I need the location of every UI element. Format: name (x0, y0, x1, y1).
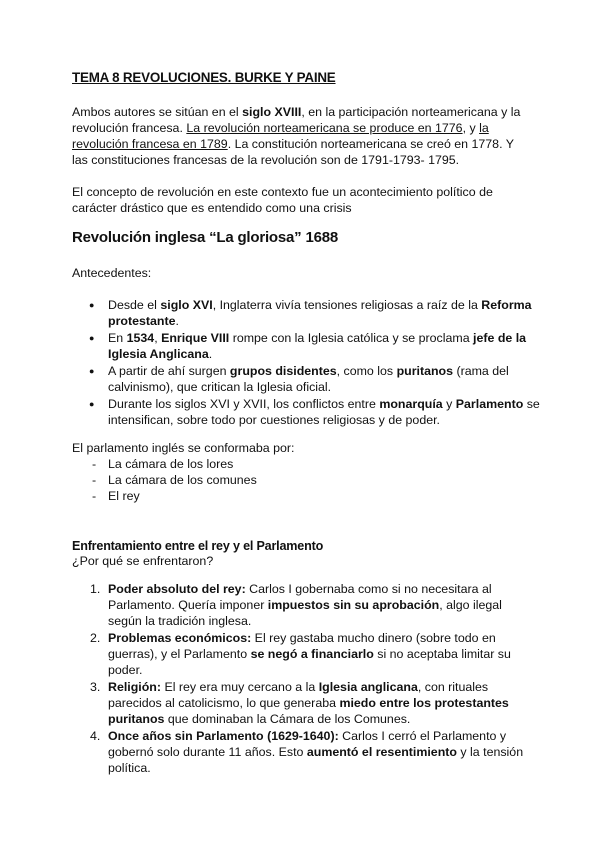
text-run: (rama del calvinismo), que critican la Iglesia oficial. (108, 364, 509, 394)
list-number: 1. (90, 582, 101, 596)
bold-text: Once años sin Parlamento (1629-1640): (108, 729, 339, 743)
text-run: Carlos I cerró el Parlamento y gobernó solo durante 11 años. Esto (108, 729, 507, 759)
bold-text: grupos disidentes (229, 364, 337, 378)
list-item: - La cámara de los lores (72, 456, 532, 472)
text-run: que dominaban la Cámara de los Comunes. (164, 712, 411, 726)
parliament-list (72, 456, 532, 504)
underlined-text: la revolución francesa en 1789 (72, 121, 489, 151)
bold-text: siglo XVI (160, 298, 213, 312)
list-item: - El rey (72, 488, 532, 504)
bold-text: Iglesia anglicana (318, 680, 418, 694)
text-run: , como los (336, 364, 397, 378)
list-item (72, 396, 542, 428)
list-number: 4. (90, 729, 101, 743)
bold-text: siglo XVIII (242, 105, 302, 119)
text-run: , y (462, 121, 480, 135)
bold-text: Reforma protestante (108, 298, 532, 328)
text-run: A partir de ahí surgen (108, 364, 230, 378)
bold-text: impuestos sin su aprobación (267, 598, 440, 612)
text-run: , Inglaterra vivía tensiones religiosas a raíz de la (212, 298, 482, 312)
antecedentes-list (72, 297, 542, 429)
bold-text: jefe de la Iglesia Anglicana (108, 331, 527, 361)
text-run: , en la participación norteamericana y la revolución francesa. (72, 105, 521, 135)
list-item (72, 330, 542, 362)
underlined-text: La revolución norteamericana se produce en 1776 (186, 121, 463, 135)
bold-text: aumentó el resentimiento (306, 745, 457, 759)
text-run: Durante los siglos XVI y XVII, los conflictos entre (108, 397, 380, 411)
bold-text: puritanos (396, 364, 454, 378)
text-run: Desde el (108, 298, 161, 312)
bold-text: Religión: (108, 680, 161, 694)
list-number: 3. (90, 680, 101, 694)
section-heading: Revolución inglesa “La gloriosa” 1688 (72, 229, 339, 246)
bold-text: Problemas económicos: (108, 631, 252, 645)
text-run: si no aceptaba limitar su poder. (108, 647, 511, 677)
bold-text: Poder absoluto del rey: (108, 582, 246, 596)
antecedentes-label: Antecedentes: (72, 266, 152, 280)
text-run: rompe con la Iglesia católica y se proclama (229, 331, 474, 345)
intro-paragraph (72, 104, 532, 168)
list-item (72, 679, 532, 727)
bold-text: Parlamento (455, 397, 524, 411)
text-run: . (208, 347, 213, 361)
revolution-concept-paragraph: El concepto de revolución en este contexto fue un acontecimiento político de carácter drástico que es entendido como una crisis (72, 185, 493, 215)
bold-text: monarquía (379, 397, 443, 411)
text-run: El rey gastaba mucho dinero (sobre todo en guerras), y el Parlamento (108, 631, 496, 661)
list-item (72, 363, 542, 395)
bold-text: 1534 (126, 331, 155, 345)
list-item: - La cámara de los comunes (72, 472, 532, 488)
text-run: Ambos autores se sitúan en el (72, 105, 243, 119)
text-run: El rey era muy cercano a la (161, 680, 319, 694)
subsection-heading: Enfrentamiento entre el rey y el Parlamento (72, 539, 324, 553)
text-run: En (108, 331, 127, 345)
text-run: . (175, 314, 179, 328)
text-run: Carlos I gobernaba como si no necesitara al Parlamento. Quería imponer (108, 582, 492, 612)
text-run: . La constitución norteamericana se creó en 1778. Y las constituciones francesas de la revolución son de 1791-1793- 1795. (72, 137, 514, 167)
bold-text: se negó a financiarlo (250, 647, 374, 661)
list-item (72, 728, 532, 776)
document-title: TEMA 8 REVOLUCIONES. BURKE Y PAINE (72, 70, 336, 85)
text-run: se intensifican, sobre todo por cuestiones religiosas y de poder. (108, 397, 540, 427)
text-run: y (442, 397, 456, 411)
list-item (72, 581, 532, 629)
bold-text: Enrique VIII (161, 331, 230, 345)
text-run: , con rituales parecidos al catolicismo, lo que generaba (108, 680, 489, 710)
bold-text: miedo entre los protestantes puritanos (108, 696, 509, 726)
list-item (72, 630, 532, 678)
conflict-question: ¿Por qué se enfrentaron? (72, 554, 214, 568)
conflict-reasons-list (72, 581, 532, 777)
list-item (72, 297, 542, 329)
parliament-label: El parlamento inglés se conformaba por: (72, 441, 295, 455)
text-run: y la tensión política. (108, 745, 524, 775)
text-run: , (154, 331, 162, 345)
text-run: , algo ilegal según la tradición inglesa. (108, 598, 502, 628)
list-number: 2. (90, 631, 101, 645)
